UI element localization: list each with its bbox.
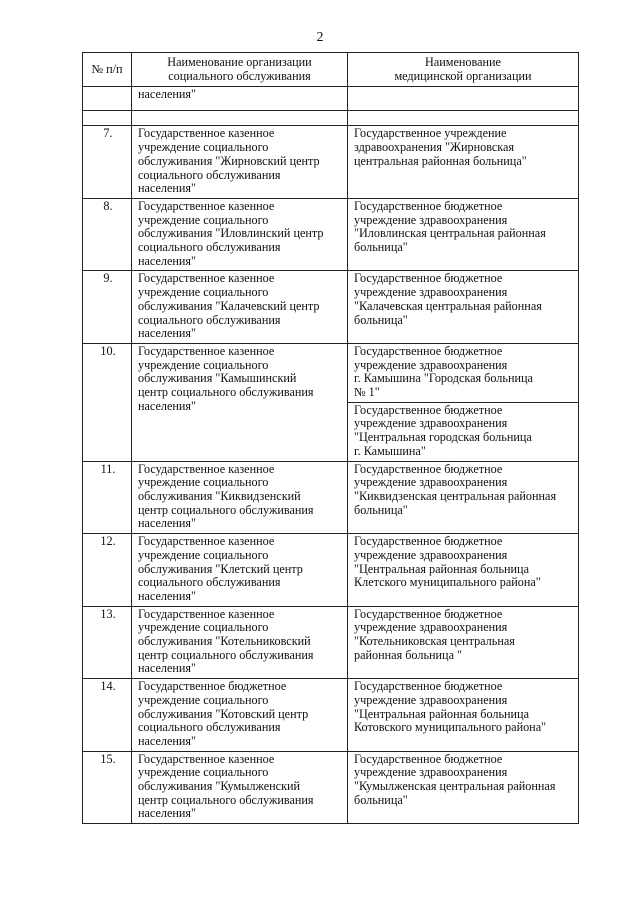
spacer-cell — [348, 111, 579, 126]
social-organization-name: Государственное казенное учреждение социального обслуживания "Клетский центр социального обслуживания населения" — [132, 534, 348, 607]
social-organization-name: Государственное казенное учреждение социального обслуживания "Киквидзенский центр социального обслуживания населения" — [132, 461, 348, 534]
social-organization-name: Государственное казенное учреждение социального обслуживания "Кумылженский центр социального обслуживания населения" — [132, 751, 348, 824]
medical-organization-name: Государственное бюджетное учреждение здравоохранения "Иловлинская центральная районная больница" — [348, 198, 579, 271]
continuation-org-cell: населения" — [132, 87, 348, 111]
social-organization-name: Государственное казенное учреждение социального обслуживания "Камышинский центр социального обслуживания населения" — [132, 343, 348, 461]
medical-organization-name: Государственное бюджетное учреждение здравоохранения "Центральная городская больница г. Камышина" — [348, 402, 579, 461]
table-row — [83, 534, 579, 607]
social-organization-name: Государственное казенное учреждение социального обслуживания "Иловлинский центр социального обслуживания населения" — [132, 198, 348, 271]
row-number: 15. — [83, 751, 132, 824]
spacer-cell — [83, 111, 132, 126]
table-row — [83, 198, 579, 271]
spacer-cell — [132, 111, 348, 126]
table-body — [83, 87, 579, 824]
table-row — [83, 606, 579, 679]
row-number: 8. — [83, 198, 132, 271]
medical-organization-name: Государственное бюджетное учреждение здравоохранения "Калачевская центральная районная больница" — [348, 271, 579, 344]
medical-organization-name: Государственное бюджетное учреждение здравоохранения "Киквидзенская центральная районная больница" — [348, 461, 579, 534]
social-organization-name: Государственное бюджетное учреждение социального обслуживания "Котовский центр социального обслуживания населения" — [132, 679, 348, 752]
medical-organization-name: Государственное учреждение здравоохранения "Жирновская центральная районная больница" — [348, 126, 579, 199]
table-row — [83, 343, 579, 402]
continuation-number-cell — [83, 87, 132, 111]
row-number: 12. — [83, 534, 132, 607]
table-row — [83, 271, 579, 344]
page-number: 2 — [316, 30, 324, 45]
social-organization-name: Государственное казенное учреждение социального обслуживания "Калачевский центр социального обслуживания населения" — [132, 271, 348, 344]
continuation-med-cell — [348, 87, 579, 111]
header-medical-org: Наименование медицинской организации — [348, 53, 579, 87]
row-number: 13. — [83, 606, 132, 679]
table-row — [83, 679, 579, 752]
spacer-row — [83, 111, 579, 126]
row-number: 14. — [83, 679, 132, 752]
medical-organization-name: Государственное бюджетное учреждение здравоохранения г. Камышина "Городская больница № 1" — [348, 343, 579, 402]
medical-organization-name: Государственное бюджетное учреждение здравоохранения "Центральная районная больница Котовского муниципального района" — [348, 679, 579, 752]
medical-organization-name: Государственное бюджетное учреждение здравоохранения "Центральная районная больница Клетского муниципального района" — [348, 534, 579, 607]
table-row — [83, 126, 579, 199]
medical-organization-name: Государственное бюджетное учреждение здравоохранения "Кумылженская центральная районная больница" — [348, 751, 579, 824]
row-number: 10. — [83, 343, 132, 461]
medical-organization-name: Государственное бюджетное учреждение здравоохранения "Котельниковская центральная районная больница " — [348, 606, 579, 679]
table-row — [83, 751, 579, 824]
row-number: 7. — [83, 126, 132, 199]
continuation-row — [83, 87, 579, 111]
header-social-org: Наименование организации социального обслуживания — [132, 53, 348, 87]
organizations-table — [82, 52, 579, 824]
social-organization-name: Государственное казенное учреждение социального обслуживания "Котельниковский центр социального обслуживания населения" — [132, 606, 348, 679]
header-number: № п/п — [83, 53, 132, 87]
row-number: 11. — [83, 461, 132, 534]
table-header-row — [83, 53, 579, 87]
table-row — [83, 461, 579, 534]
social-organization-name: Государственное казенное учреждение социального обслуживания "Жирновский центр социального обслуживания населения" — [132, 126, 348, 199]
row-number: 9. — [83, 271, 132, 344]
